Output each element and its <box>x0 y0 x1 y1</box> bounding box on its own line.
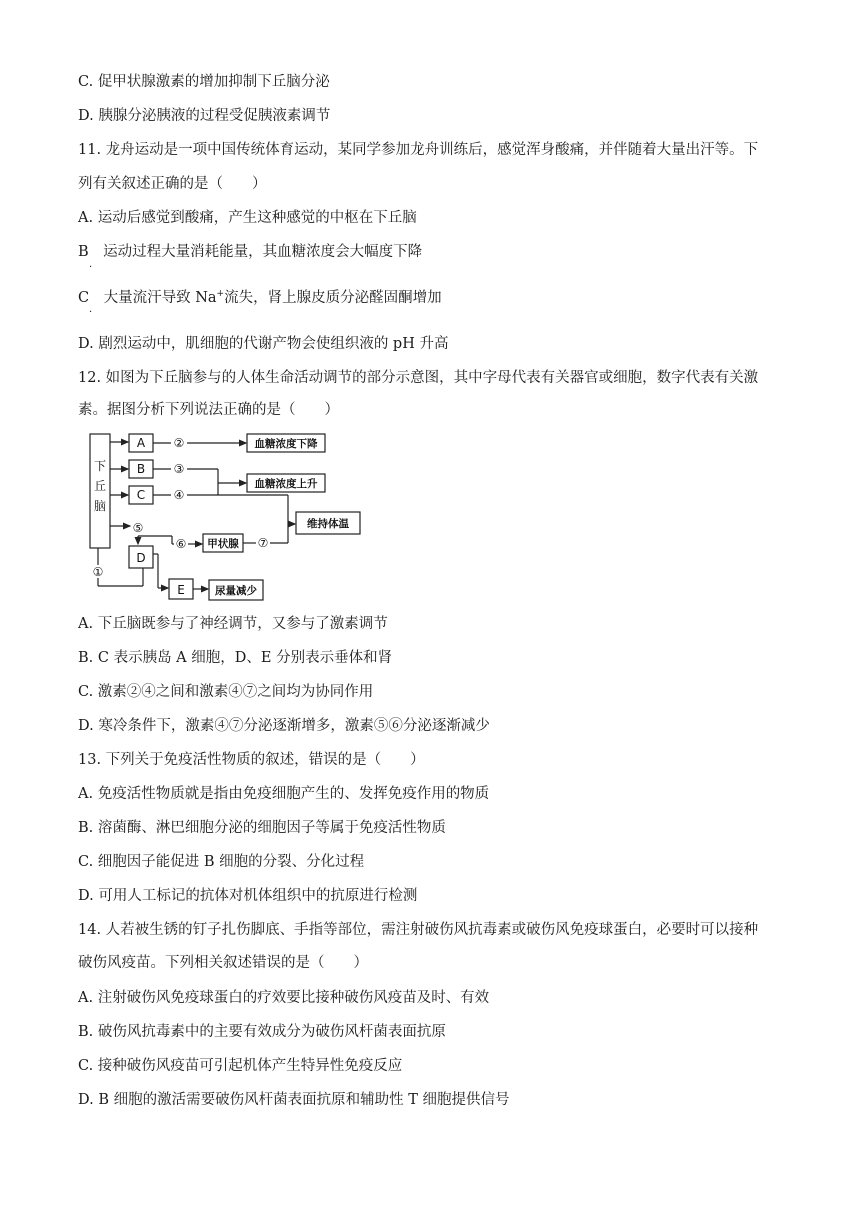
q10-option-d: D. 胰腺分泌胰液的过程受促胰液素调节 <box>78 108 331 124</box>
label-b: B <box>136 462 146 476</box>
body-temp-label: 维持体温 <box>307 518 349 530</box>
label-e: E <box>177 583 185 597</box>
q14-stem-line1: 14. 人若被生锈的钉子扎伤脚底、手指等部位，需注射破伤风抗毒素或破伤风免疫球蛋白，必要时可以接种 <box>78 922 759 938</box>
q14-option-c: C. 接种破伤风疫苗可引起机体产生特异性免疫反应 <box>78 1058 403 1074</box>
dot-mark: · <box>89 262 93 273</box>
hypothalamus-char-1: 下 <box>93 459 107 473</box>
q12-stem-line1: 12. 如图为下丘脑参与的人体生命活动调节的部分示意图，其中字母代表有关器官或细胞，数字代表有关激 <box>78 370 759 386</box>
glucose-down-label: 血糖浓度下降 <box>254 438 318 450</box>
q12-option-c: C. 激素②④之间和激素④⑦之间均为协同作用 <box>78 684 374 700</box>
q11c-text-post: 流失，肾上腺皮质分泌醛固酮增加 <box>224 290 442 306</box>
q13-stem: 13. 下列关于免疫活性物质的叙述，错误的是（ ） <box>78 752 425 768</box>
urine-down-label: 尿量减少 <box>215 585 257 597</box>
q12-option-a: A. 下丘脑既参与了神经调节，又参与了激素调节 <box>78 616 388 632</box>
q11c-superscript: + <box>216 289 225 300</box>
q11-stem-line2: 列有关叙述正确的是（ ） <box>78 176 267 192</box>
thyroid-label: 甲状腺 <box>207 538 239 550</box>
hormone-3: ③ <box>173 462 185 476</box>
q11-stem-line1: 11. 龙舟运动是一项中国传统体育运动，某同学参加龙舟训练后，感觉浑身酸痛，并伴随着大量出汗等。下 <box>78 142 759 158</box>
hormone-1: ① <box>92 565 104 579</box>
hormone-6: ⑥ <box>175 537 187 551</box>
q11c-text-pre: C 大量流汗导致 Na <box>78 290 217 306</box>
hypothalamus-regulation-diagram <box>88 432 388 604</box>
hormone-5: ⑤ <box>132 521 144 535</box>
q14-option-b: B. 破伤风抗毒素中的主要有效成分为破伤风杆菌表面抗原 <box>78 1024 446 1040</box>
hormone-7: ⑦ <box>257 536 269 550</box>
q12-option-b: B. C 表示胰岛 A 细胞，D、E 分别表示垂体和肾 <box>78 650 393 666</box>
hypothalamus-char-2: 丘 <box>93 479 107 493</box>
hormone-4: ④ <box>173 488 185 502</box>
q11-option-b: B 运动过程大量消耗能量，其血糖浓度会大幅度下降 <box>78 244 423 260</box>
q12-option-d: D. 寒冷条件下，激素④⑦分泌逐渐增多，激素⑤⑥分泌逐渐减少 <box>78 718 490 734</box>
hormone-2: ② <box>173 436 185 450</box>
q13-option-c: C. 细胞因子能促进 B 细胞的分裂、分化过程 <box>78 854 365 870</box>
label-a: A <box>136 436 146 450</box>
dot-mark: · <box>89 307 93 318</box>
glucose-up-label: 血糖浓度上升 <box>254 478 318 490</box>
q13-option-b: B. 溶菌酶、淋巴细胞分泌的细胞因子等属于免疫活性物质 <box>78 820 446 836</box>
q12-stem-line2: 素。据图分析下列说法正确的是（ ） <box>78 402 339 418</box>
q13-option-d: D. 可用人工标记的抗体对机体组织中的抗原进行检测 <box>78 888 418 904</box>
q11-option-d: D. 剧烈运动中，肌细胞的代谢产物会使组织液的 pH 升高 <box>78 336 449 352</box>
label-d: D <box>136 551 146 565</box>
q13-option-a: A. 免疫活性物质就是指由免疫细胞产生的、发挥免疫作用的物质 <box>78 786 490 802</box>
q10-option-c: C. 促甲状腺激素的增加抑制下丘脑分泌 <box>78 74 330 90</box>
q14-option-a: A. 注射破伤风免疫球蛋白的疗效要比接种破伤风疫苗及时、有效 <box>78 990 490 1006</box>
q14-stem-line2: 破伤风疫苗。下列相关叙述错误的是（ ） <box>78 955 368 971</box>
hypothalamus-char-3: 脑 <box>93 499 107 513</box>
q11-option-a: A. 运动后感觉到酸痛，产生这种感觉的中枢在下丘脑 <box>78 210 417 226</box>
q11-option-c <box>78 288 786 308</box>
label-c: C <box>136 488 146 502</box>
q14-option-d: D. B 细胞的激活需要破伤风杆菌表面抗原和辅助性 T 细胞提供信号 <box>78 1092 510 1108</box>
